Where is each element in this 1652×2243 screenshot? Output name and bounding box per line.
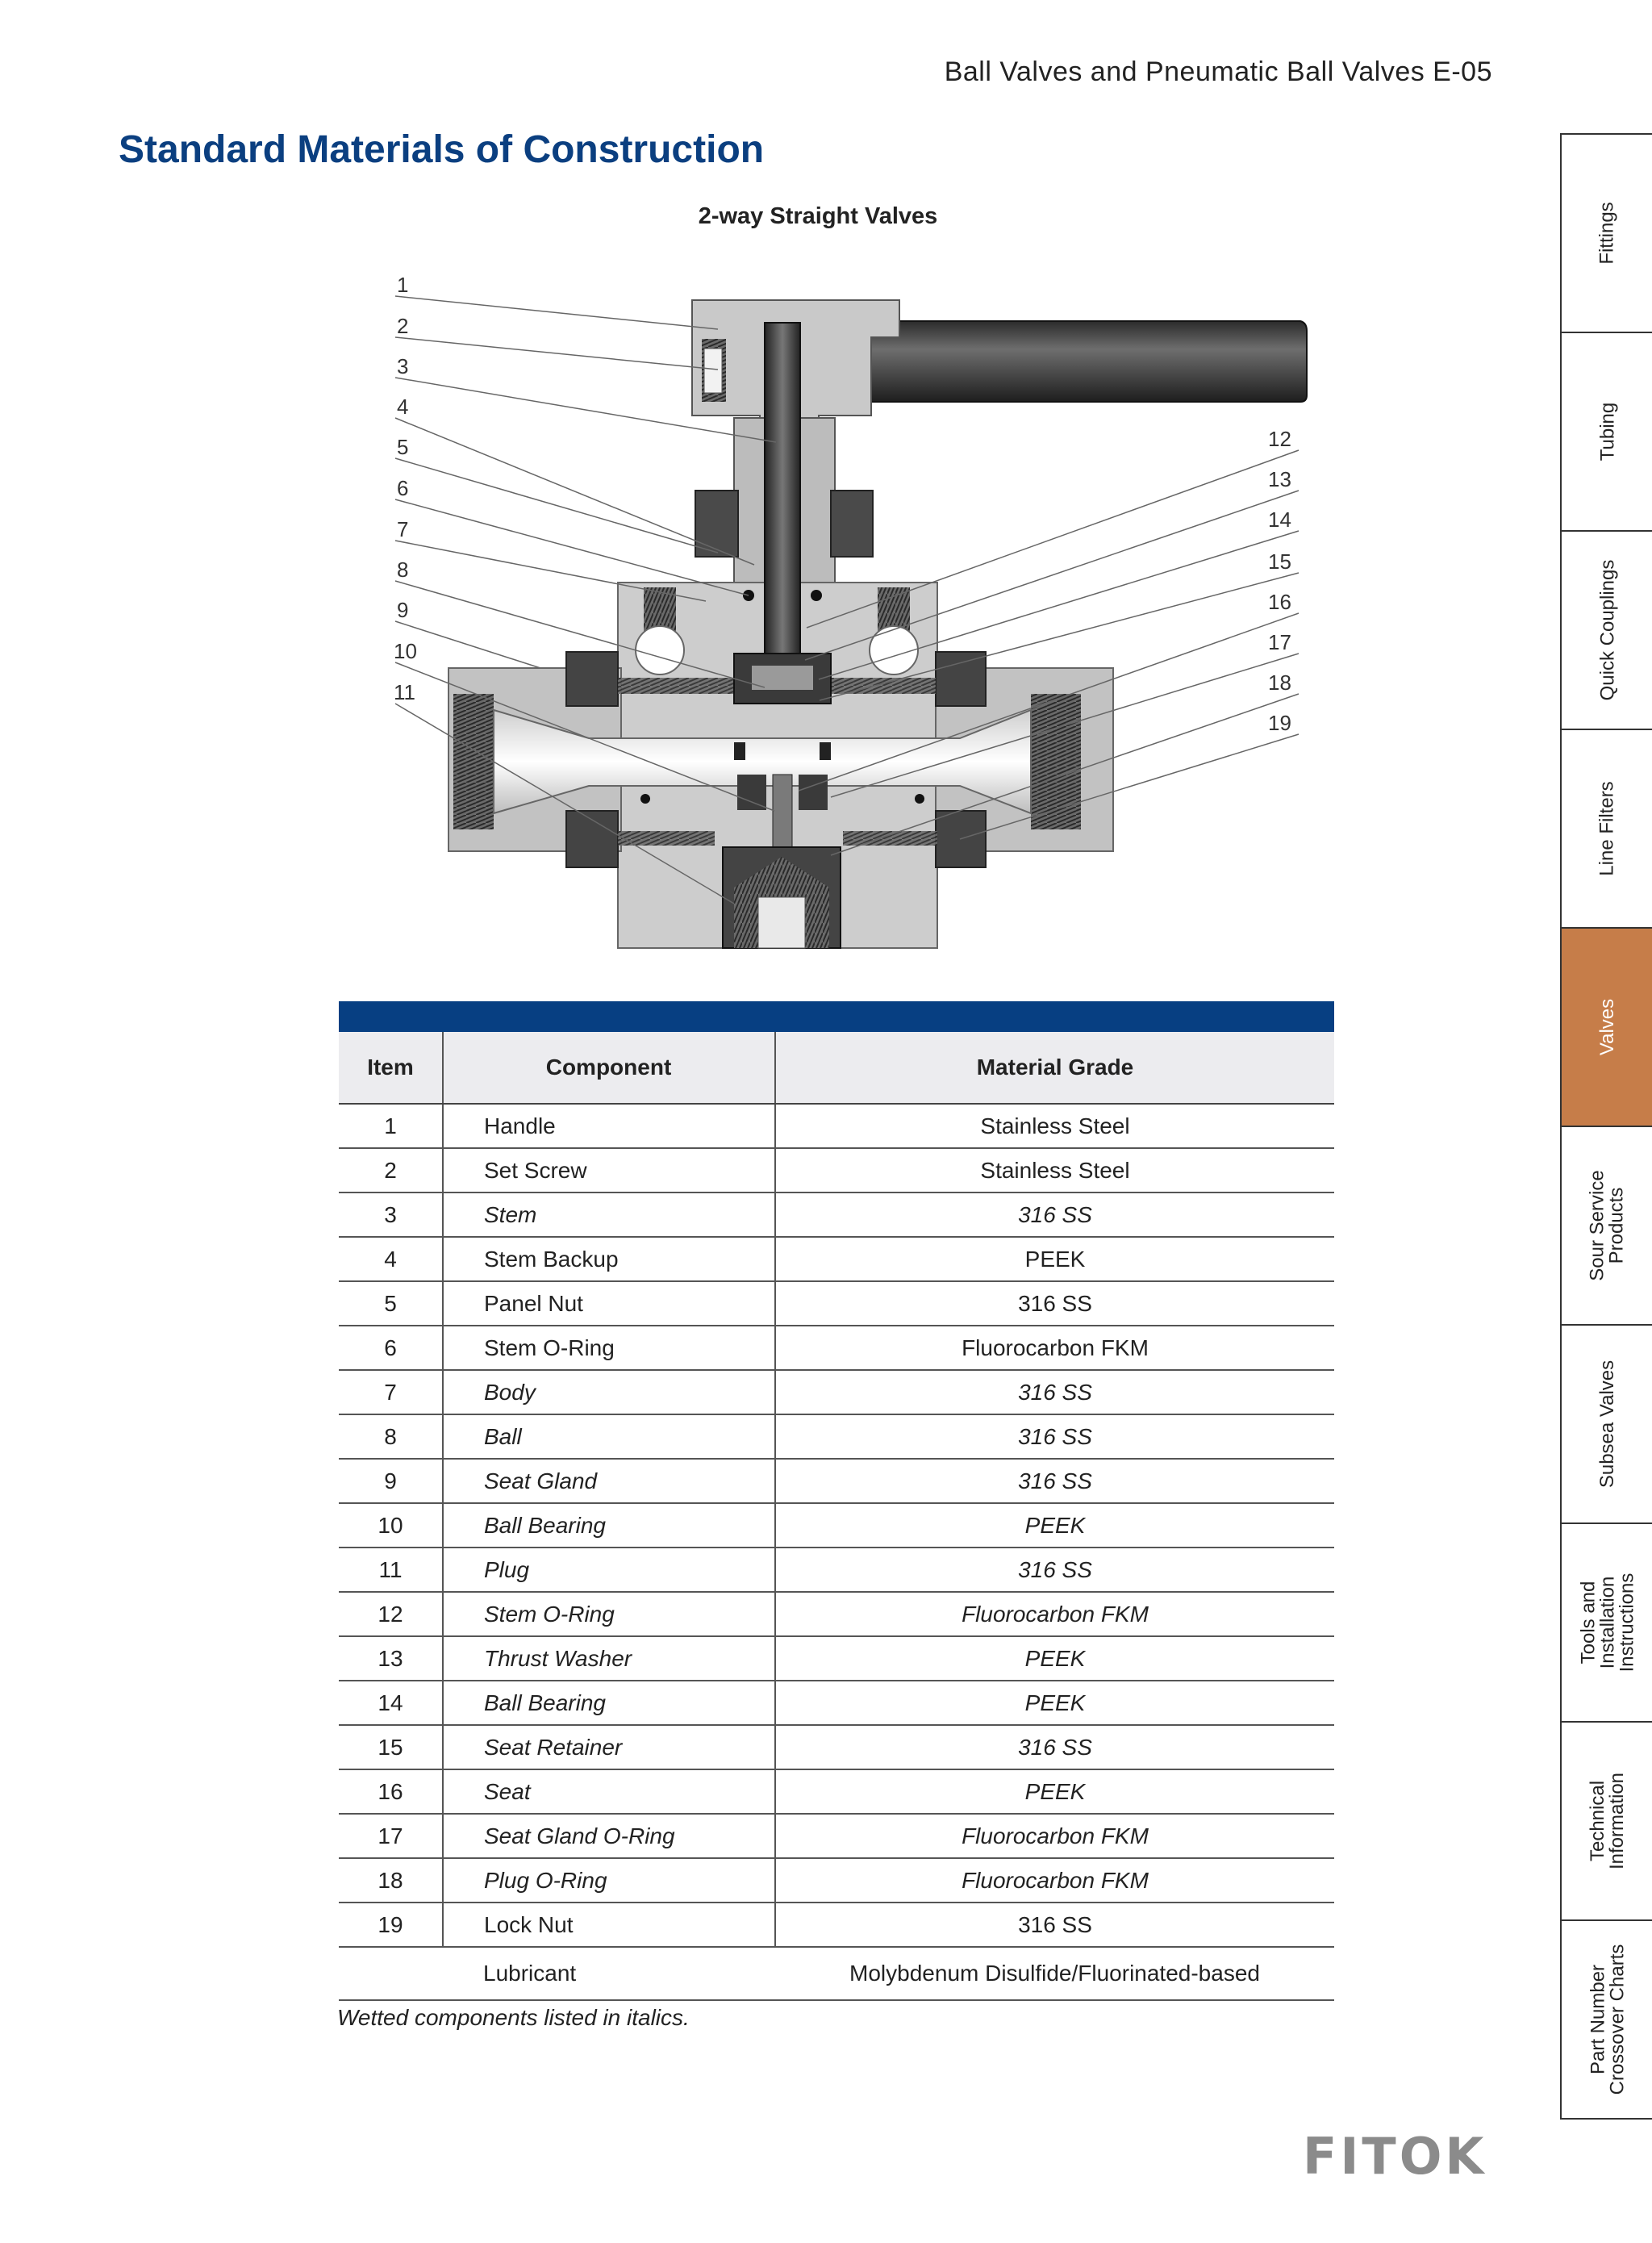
item-cell: 1 <box>339 1104 443 1148</box>
material-cell: Molybdenum Disulfide/Fluorinated-based <box>775 1947 1334 2000</box>
diagram-title: 2-way Straight Valves <box>698 203 938 229</box>
table-row <box>339 1814 1334 1858</box>
item-cell: 10 <box>339 1503 443 1548</box>
material-cell: PEEK <box>775 1237 1334 1281</box>
tab-sour-service-products[interactable] <box>1562 1127 1652 1326</box>
table-row <box>339 1414 1334 1459</box>
material-cell: 316 SS <box>775 1193 1334 1237</box>
component-cell: Seat Retainer <box>443 1725 775 1769</box>
table-row <box>339 1769 1334 1814</box>
component-cell: Ball Bearing <box>443 1681 775 1725</box>
callout-12: 12 <box>1268 427 1291 451</box>
tab-label: Part Number Crossover Charts <box>1587 1944 1628 2095</box>
table-row <box>339 1725 1334 1769</box>
callout-19: 19 <box>1268 711 1291 735</box>
callout-3: 3 <box>397 354 409 378</box>
callout-2: 2 <box>397 314 409 338</box>
valve-cross-section-diagram <box>379 274 1315 960</box>
component-cell: Panel Nut <box>443 1281 775 1326</box>
component-cell: Stem O-Ring <box>443 1592 775 1636</box>
header-item: Item <box>339 1032 443 1104</box>
item-cell: 6 <box>339 1326 443 1370</box>
fitok-logo: FITOK <box>1303 2127 1487 2186</box>
component-cell: Seat <box>443 1769 775 1814</box>
material-cell: Fluorocarbon FKM <box>775 1326 1334 1370</box>
footnote: Wetted components listed in italics. <box>337 2005 690 2030</box>
page-title: Standard Materials of Construction <box>119 128 765 171</box>
material-cell: PEEK <box>775 1769 1334 1814</box>
table-row <box>339 1193 1334 1237</box>
materials-table <box>339 1001 1334 2001</box>
tab-tools-and-installation-instructions[interactable] <box>1562 1524 1652 1723</box>
tab-label: Tools and Installation Instructions <box>1577 1573 1637 1673</box>
item-cell: 11 <box>339 1548 443 1592</box>
table-row <box>339 1104 1334 1148</box>
tab-label: Quick Couplings <box>1596 559 1618 701</box>
tab-label: Tubing <box>1596 402 1618 462</box>
item-cell: 3 <box>339 1193 443 1237</box>
table-row <box>339 1636 1334 1681</box>
item-cell: 2 <box>339 1148 443 1193</box>
material-cell: 316 SS <box>775 1370 1334 1414</box>
material-cell: 316 SS <box>775 1414 1334 1459</box>
callout-8: 8 <box>397 558 409 582</box>
material-cell: 316 SS <box>775 1459 1334 1503</box>
component-cell: Body <box>443 1370 775 1414</box>
callout-16: 16 <box>1268 590 1291 614</box>
callout-18: 18 <box>1268 670 1291 695</box>
callout-9: 9 <box>397 598 409 622</box>
item-cell: 4 <box>339 1237 443 1281</box>
callout-10: 10 <box>394 639 417 663</box>
table-row <box>339 1370 1334 1414</box>
component-cell: Handle <box>443 1104 775 1148</box>
material-cell: Fluorocarbon FKM <box>775 1592 1334 1636</box>
table-row <box>339 1858 1334 1903</box>
item-cell: 17 <box>339 1814 443 1858</box>
component-cell: Set Screw <box>443 1148 775 1193</box>
component-cell: Stem <box>443 1193 775 1237</box>
tab-label: Line Filters <box>1596 781 1618 876</box>
component-cell: Ball <box>443 1414 775 1459</box>
callout-4: 4 <box>397 395 409 419</box>
material-cell: Stainless Steel <box>775 1104 1334 1148</box>
component-cell: Stem O-Ring <box>443 1326 775 1370</box>
section-tabs <box>1560 133 1652 2120</box>
item-cell: 8 <box>339 1414 443 1459</box>
item-cell: 18 <box>339 1858 443 1903</box>
item-cell: 9 <box>339 1459 443 1503</box>
material-cell: PEEK <box>775 1636 1334 1681</box>
table-header-band <box>339 1001 1334 1032</box>
item-cell: 13 <box>339 1636 443 1681</box>
table-row <box>339 1281 1334 1326</box>
item-cell: 12 <box>339 1592 443 1636</box>
component-cell: Ball Bearing <box>443 1503 775 1548</box>
table-row <box>339 1148 1334 1193</box>
tab-valves[interactable] <box>1562 929 1652 1127</box>
callout-13: 13 <box>1268 467 1291 491</box>
tab-part-number-crossover-charts[interactable] <box>1562 1921 1652 2120</box>
component-cell: Seat Gland O-Ring <box>443 1814 775 1858</box>
tab-label: Technical Information <box>1587 1772 1628 1870</box>
header-component: Component <box>443 1032 775 1104</box>
item-cell: 5 <box>339 1281 443 1326</box>
callout-5: 5 <box>397 435 409 459</box>
tab-fittings[interactable] <box>1562 133 1652 333</box>
item-cell: 16 <box>339 1769 443 1814</box>
table-row <box>339 1459 1334 1503</box>
tab-technical-information[interactable] <box>1562 1723 1652 1921</box>
material-cell: PEEK <box>775 1681 1334 1725</box>
item-cell: 15 <box>339 1725 443 1769</box>
item-cell: 7 <box>339 1370 443 1414</box>
tab-label: Sour Service Products <box>1587 1170 1629 1281</box>
component-cell: Seat Gland <box>443 1459 775 1503</box>
table-row <box>339 1548 1334 1592</box>
table-row <box>339 1503 1334 1548</box>
callout-1: 1 <box>397 274 409 297</box>
table-body <box>339 1104 1334 2000</box>
callout-15: 15 <box>1268 549 1291 574</box>
callout-14: 14 <box>1268 507 1291 532</box>
material-cell: 316 SS <box>775 1903 1334 1947</box>
component-cell: Thrust Washer <box>443 1636 775 1681</box>
item-cell: 14 <box>339 1681 443 1725</box>
component-cell: Plug O-Ring <box>443 1858 775 1903</box>
callout-6: 6 <box>397 476 409 500</box>
item-cell <box>339 1947 443 2000</box>
table-row <box>339 1903 1334 1947</box>
table-row <box>339 1947 1334 2000</box>
material-cell: Stainless Steel <box>775 1148 1334 1193</box>
tab-subsea-valves[interactable] <box>1562 1326 1652 1524</box>
table-row <box>339 1592 1334 1636</box>
material-cell: 316 SS <box>775 1548 1334 1592</box>
header-material: Material Grade <box>775 1032 1334 1104</box>
material-cell: Fluorocarbon FKM <box>775 1858 1334 1903</box>
callout-7: 7 <box>397 517 409 541</box>
component-cell: Lubricant <box>443 1947 775 2000</box>
tab-tubing[interactable] <box>1562 333 1652 532</box>
component-cell: Stem Backup <box>443 1237 775 1281</box>
section-header: Ball Valves and Pneumatic Ball Valves E-05 <box>944 56 1492 87</box>
material-cell: 316 SS <box>775 1281 1334 1326</box>
tab-label: Fittings <box>1596 202 1618 265</box>
tab-label: Valves <box>1596 998 1618 1056</box>
component-cell: Lock Nut <box>443 1903 775 1947</box>
material-cell: Fluorocarbon FKM <box>775 1814 1334 1858</box>
table-row <box>339 1326 1334 1370</box>
table-row <box>339 1681 1334 1725</box>
tab-quick-couplings[interactable] <box>1562 532 1652 730</box>
material-cell: PEEK <box>775 1503 1334 1548</box>
material-cell: 316 SS <box>775 1725 1334 1769</box>
callout-17: 17 <box>1268 630 1291 654</box>
table-row <box>339 1237 1334 1281</box>
tab-label: Subsea Valves <box>1596 1360 1619 1489</box>
item-cell: 19 <box>339 1903 443 1947</box>
callout-11: 11 <box>394 680 415 704</box>
tab-line-filters[interactable] <box>1562 730 1652 929</box>
component-cell: Plug <box>443 1548 775 1592</box>
